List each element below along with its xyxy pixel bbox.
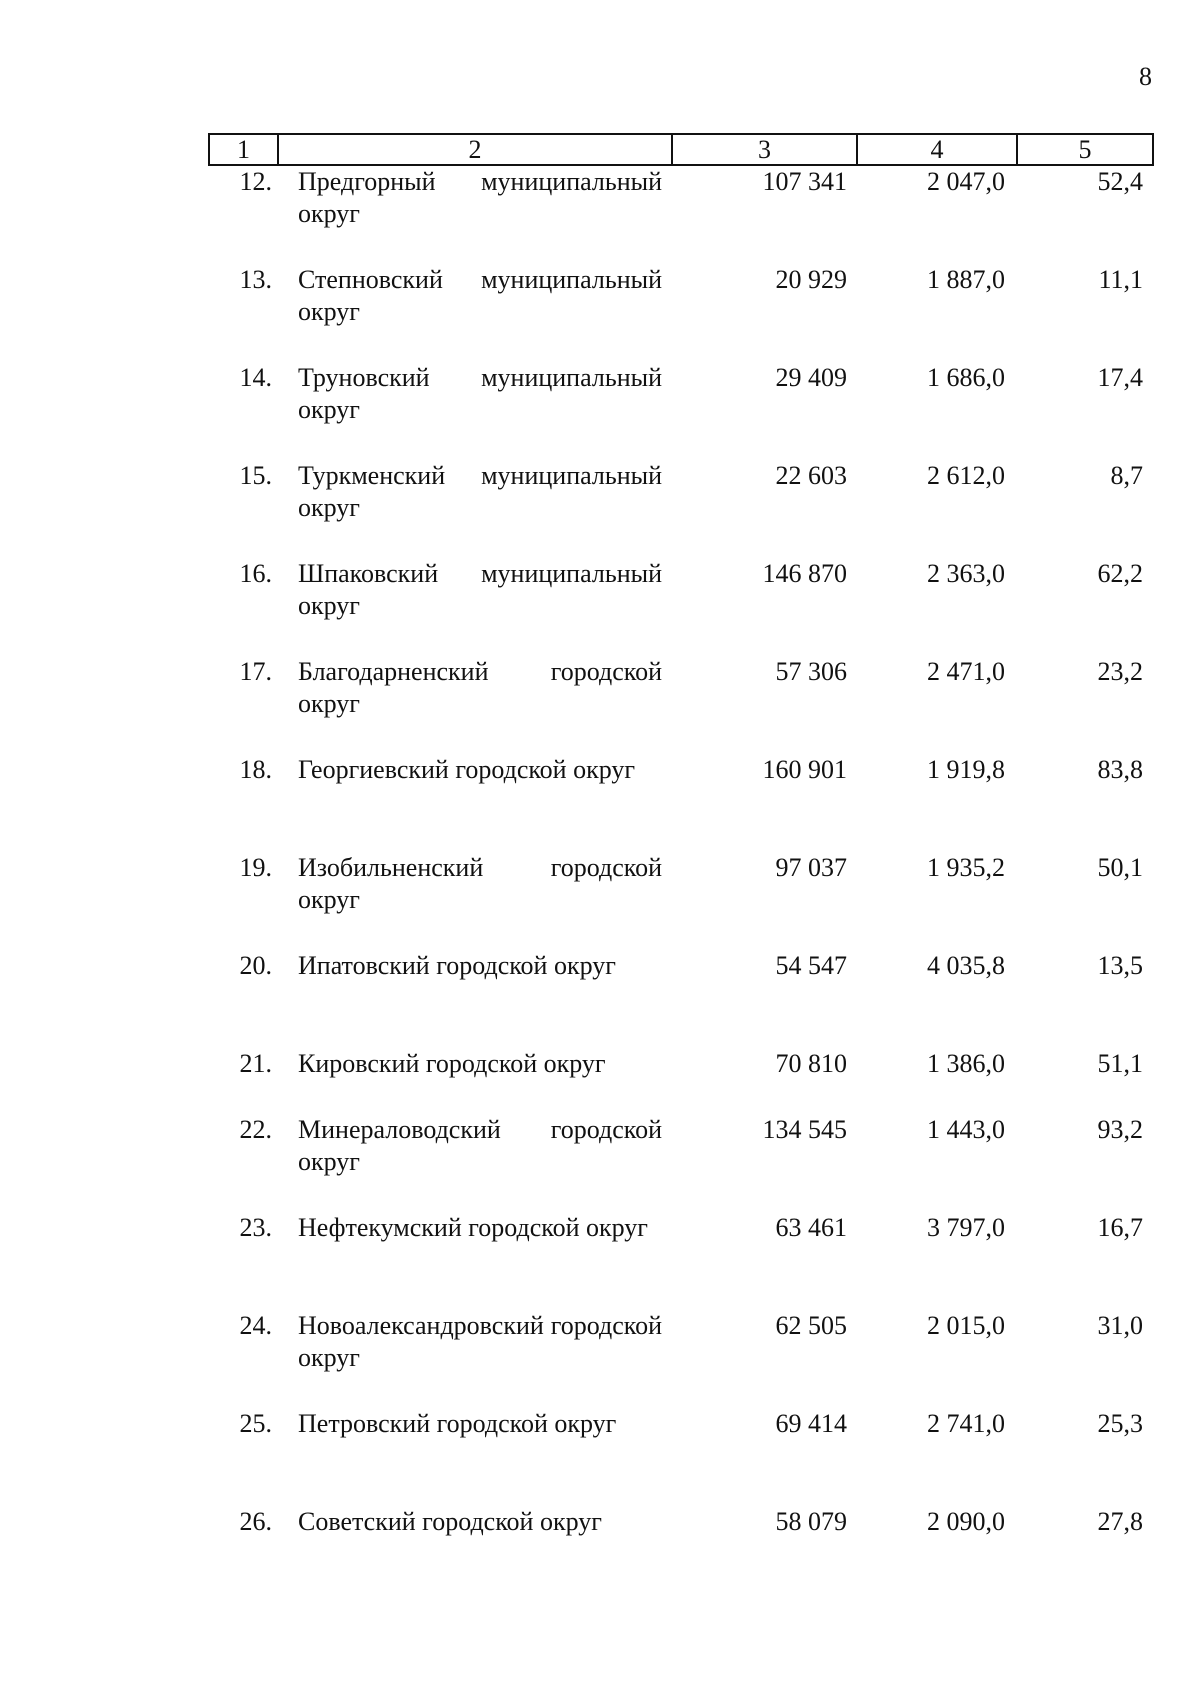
district-name: Нефтекумский городской округ [298,1213,648,1242]
header-col-3: 3 [672,134,857,165]
area-value: 2 363,0 [927,559,1005,588]
district-table [208,133,1154,1572]
area-value: 1 935,2 [927,853,1005,882]
header-col-2: 2 [278,134,672,165]
area-value: 1 386,0 [927,1049,1005,1078]
table-row [209,264,1153,362]
density-value: 8,7 [1110,461,1143,490]
row-number: 24. [239,1311,272,1340]
population-value: 63 461 [775,1213,847,1242]
row-number: 18. [239,755,272,784]
row-number: 21. [239,1049,272,1078]
population-value: 29 409 [775,363,847,392]
density-value: 13,5 [1097,951,1143,980]
row-number: 13. [239,265,272,294]
population-value: 134 545 [762,1115,847,1144]
population-value: 57 306 [775,657,847,686]
district-name: Советский городской округ [298,1507,602,1536]
row-number: 25. [239,1409,272,1438]
density-value: 17,4 [1097,363,1143,392]
density-value: 52,4 [1097,167,1143,196]
row-number: 17. [239,657,272,686]
population-value: 58 079 [775,1507,847,1536]
district-name: Степновский муниципальный округ [298,265,662,326]
area-value: 2 741,0 [927,1409,1005,1438]
row-number: 19. [239,853,272,882]
density-value: 16,7 [1097,1213,1143,1242]
table-row [209,1114,1153,1212]
density-value: 51,1 [1097,1049,1143,1078]
population-value: 107 341 [762,167,847,196]
table-row [209,950,1153,1048]
district-name: Изобильненский городской округ [298,853,662,914]
row-number: 15. [239,461,272,490]
table-row [209,1408,1153,1506]
page-number: 8 [1139,62,1152,91]
row-number: 26. [239,1507,272,1536]
row-number: 23. [239,1213,272,1242]
density-value: 25,3 [1097,1409,1143,1438]
area-value: 1 443,0 [927,1115,1005,1144]
district-name: Минераловодский городской округ [298,1115,662,1176]
table-row [209,754,1153,852]
table-header [209,134,1153,165]
area-value: 1 887,0 [927,265,1005,294]
table-row [209,362,1153,460]
population-value: 54 547 [775,951,847,980]
area-value: 2 047,0 [927,167,1005,196]
header-row [209,134,1153,165]
header-col-5: 5 [1017,134,1153,165]
area-value: 2 015,0 [927,1311,1005,1340]
district-name: Петровский городской округ [298,1409,617,1438]
row-number: 12. [239,167,272,196]
density-value: 23,2 [1097,657,1143,686]
table-row [209,460,1153,558]
table-row [209,558,1153,656]
area-value: 4 035,8 [927,951,1005,980]
density-value: 27,8 [1097,1507,1143,1536]
area-value: 2 090,0 [927,1507,1005,1536]
area-value: 3 797,0 [927,1213,1005,1242]
population-value: 22 603 [775,461,847,490]
area-value: 2 471,0 [927,657,1005,686]
header-col-4: 4 [857,134,1017,165]
district-name: Труновский муниципальный округ [298,363,662,424]
population-value: 70 810 [775,1049,847,1078]
table-row [209,1310,1153,1408]
district-name: Кировский городской округ [298,1049,606,1078]
table-row [209,1048,1153,1114]
density-value: 93,2 [1097,1115,1143,1144]
district-name: Новоалександровский городской округ [298,1311,662,1372]
area-value: 1 919,8 [927,755,1005,784]
table-body [209,165,1153,1572]
population-value: 146 870 [762,559,847,588]
density-value: 50,1 [1097,853,1143,882]
density-value: 31,0 [1097,1311,1143,1340]
row-number: 22. [239,1115,272,1144]
row-number: 14. [239,363,272,392]
population-value: 160 901 [762,755,847,784]
row-number: 20. [239,951,272,980]
table-row [209,852,1153,950]
district-name: Благодарненский городской округ [298,657,662,718]
document-table-container [208,133,1152,1572]
header-col-1: 1 [209,134,278,165]
population-value: 62 505 [775,1311,847,1340]
district-name: Туркменский муниципальный округ [298,461,662,522]
table-row [209,165,1153,264]
table-row [209,1212,1153,1310]
density-value: 83,8 [1097,755,1143,784]
area-value: 2 612,0 [927,461,1005,490]
district-name: Предгорный муниципальный округ [298,167,662,228]
population-value: 97 037 [775,853,847,882]
district-name: Ипатовский городской округ [298,951,616,980]
population-value: 20 929 [775,265,847,294]
area-value: 1 686,0 [927,363,1005,392]
district-name: Шпаковский муниципальный округ [298,559,662,620]
density-value: 11,1 [1098,265,1143,294]
row-number: 16. [239,559,272,588]
table-row [209,656,1153,754]
population-value: 69 414 [775,1409,847,1438]
density-value: 62,2 [1097,559,1143,588]
table-row [209,1506,1153,1572]
district-name: Георгиевский городской округ [298,755,636,784]
